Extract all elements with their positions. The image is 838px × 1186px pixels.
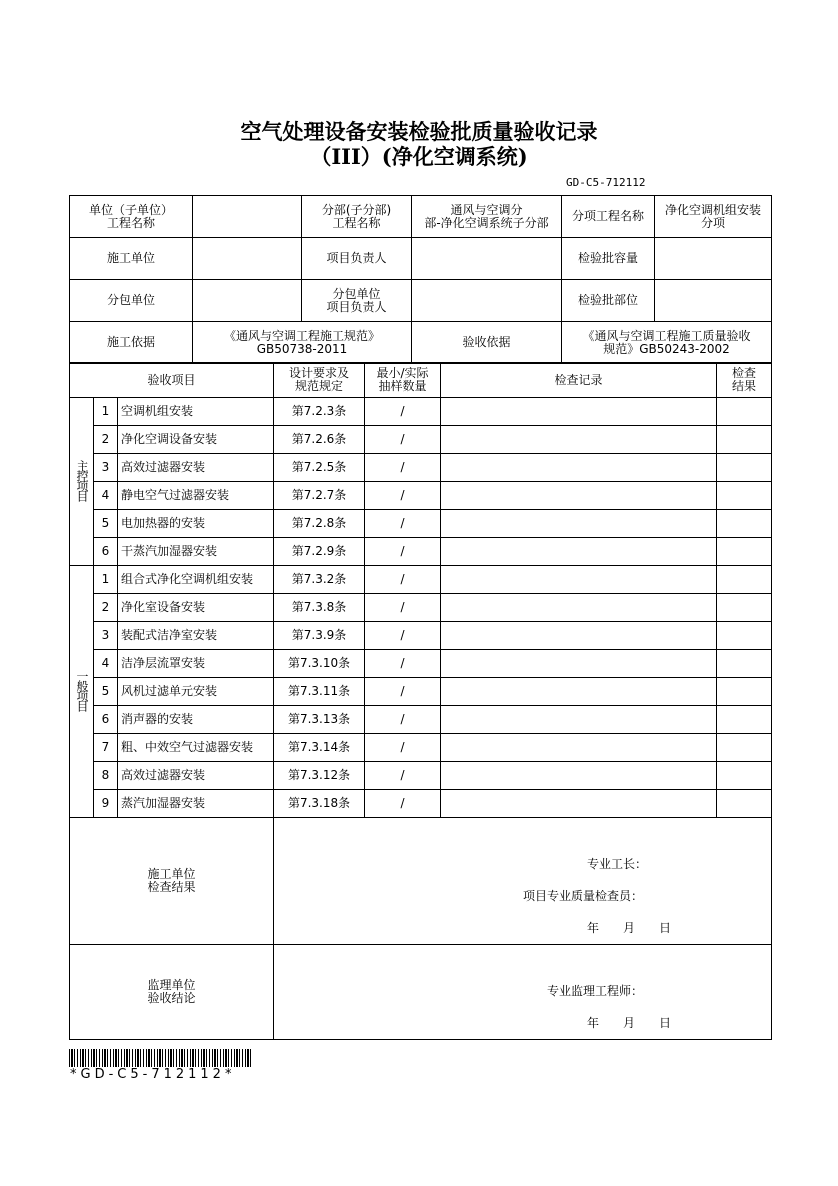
col-sample: 最小/实际 抽样数量: [365, 363, 441, 398]
item-result[interactable]: [717, 706, 772, 734]
pm-label: 项目负责人: [302, 238, 412, 280]
contractor-value[interactable]: [193, 238, 302, 280]
subitem-value[interactable]: 净化空调机组安装 分项: [655, 196, 772, 238]
item-name: 静电空气过滤器安装: [118, 482, 274, 510]
item-name: 净化空调设备安装: [118, 426, 274, 454]
item-result[interactable]: [717, 790, 772, 818]
acceptance-label: 验收依据: [412, 322, 562, 364]
item-clause: 第7.3.8条: [274, 594, 365, 622]
item-name: 电加热器的安装: [118, 510, 274, 538]
sub-value[interactable]: [193, 280, 302, 322]
item-clause: 第7.3.2条: [274, 566, 365, 594]
item-record[interactable]: [441, 734, 717, 762]
item-sample[interactable]: /: [365, 482, 441, 510]
item-sample[interactable]: /: [365, 454, 441, 482]
item-result[interactable]: [717, 678, 772, 706]
sub-pm-label: 分包单位 项目负责人: [302, 280, 412, 322]
item-clause: 第7.3.10条: [274, 650, 365, 678]
table-row: [70, 454, 772, 482]
item-clause: 第7.2.5条: [274, 454, 365, 482]
item-no: 2: [94, 594, 118, 622]
item-sample[interactable]: /: [365, 538, 441, 566]
item-name: 净化室设备安装: [118, 594, 274, 622]
basis-value: 《通风与空调工程施工规范》 GB50738-2011: [193, 322, 412, 364]
item-result[interactable]: [717, 566, 772, 594]
table-row: [70, 398, 772, 426]
item-clause: 第7.3.9条: [274, 622, 365, 650]
contractor-check-label: 施工单位 检查结果: [70, 818, 274, 945]
item-no: 9: [94, 790, 118, 818]
item-result[interactable]: [717, 762, 772, 790]
group-label-text: 主控项目: [75, 460, 89, 500]
item-result[interactable]: [717, 398, 772, 426]
item-sample[interactable]: /: [365, 510, 441, 538]
item-sample[interactable]: /: [365, 622, 441, 650]
item-record[interactable]: [441, 538, 717, 566]
item-no: 6: [94, 538, 118, 566]
sub-label: 分包单位: [70, 280, 193, 322]
item-clause: 第7.3.11条: [274, 678, 365, 706]
item-clause: 第7.3.12条: [274, 762, 365, 790]
item-sample[interactable]: /: [365, 762, 441, 790]
division-label: 分部(子分部) 工程名称: [302, 196, 412, 238]
item-no: 5: [94, 678, 118, 706]
supervisor-check-label: 监理单位 验收结论: [70, 945, 274, 1040]
item-name: 组合式净化空调机组安装: [118, 566, 274, 594]
contractor-date: 年 月 日: [587, 921, 672, 935]
foreman-label: 专业工长：: [587, 857, 648, 871]
item-no: 4: [94, 650, 118, 678]
group-label: [70, 398, 94, 566]
barcode-text: *GD-C5-712112*: [70, 1067, 236, 1082]
item-no: 5: [94, 510, 118, 538]
item-no: 1: [94, 398, 118, 426]
item-record[interactable]: [441, 650, 717, 678]
item-record[interactable]: [441, 706, 717, 734]
item-name: 高效过滤器安装: [118, 454, 274, 482]
item-result[interactable]: [717, 426, 772, 454]
location-label: 检验批部位: [562, 280, 655, 322]
item-sample[interactable]: /: [365, 398, 441, 426]
table-row: [70, 510, 772, 538]
table-row: [70, 426, 772, 454]
supervisor-date: 年 月 日: [587, 1016, 672, 1030]
table-row: [70, 622, 772, 650]
item-sample[interactable]: /: [365, 566, 441, 594]
item-record[interactable]: [441, 398, 717, 426]
item-sample[interactable]: /: [365, 734, 441, 762]
table-row: [70, 678, 772, 706]
table-row: [70, 650, 772, 678]
item-sample[interactable]: /: [365, 650, 441, 678]
item-name: 装配式洁净室安装: [118, 622, 274, 650]
form-code: GD-C5-712112: [566, 176, 646, 189]
inspector-label: 项目专业质量检查员：: [523, 889, 644, 903]
item-record[interactable]: [441, 678, 717, 706]
item-result[interactable]: [717, 734, 772, 762]
item-clause: 第7.3.14条: [274, 734, 365, 762]
item-sample[interactable]: /: [365, 426, 441, 454]
item-clause: 第7.2.6条: [274, 426, 365, 454]
item-sample[interactable]: /: [365, 594, 441, 622]
sub-pm-value[interactable]: [412, 280, 562, 322]
table-row: [70, 594, 772, 622]
supervisor-check-area[interactable]: [274, 945, 772, 1040]
group-label: [70, 566, 94, 818]
header-table: [69, 195, 772, 364]
item-result[interactable]: [717, 538, 772, 566]
contractor-check-area[interactable]: [274, 818, 772, 945]
item-no: 3: [94, 454, 118, 482]
item-record[interactable]: [441, 426, 717, 454]
item-name: 粗、中效空气过滤器安装: [118, 734, 274, 762]
form-title: 空气处理设备安装检验批质量验收记录: [240, 119, 598, 144]
item-record[interactable]: [441, 510, 717, 538]
basis-label: 施工依据: [70, 322, 193, 364]
subitem-label: 分项工程名称: [562, 196, 655, 238]
item-sample[interactable]: /: [365, 678, 441, 706]
table-row: [70, 538, 772, 566]
item-name: 空调机组安装: [118, 398, 274, 426]
location-value[interactable]: [655, 280, 772, 322]
item-no: 8: [94, 762, 118, 790]
capacity-value[interactable]: [655, 238, 772, 280]
capacity-label: 检验批容量: [562, 238, 655, 280]
item-no: 2: [94, 426, 118, 454]
col-spec: 设计要求及 规范规定: [274, 363, 365, 398]
item-record[interactable]: [441, 454, 717, 482]
item-sample[interactable]: /: [365, 706, 441, 734]
item-clause: 第7.2.9条: [274, 538, 365, 566]
unit-label: 单位（子单位） 工程名称: [70, 196, 193, 238]
contractor-label: 施工单位: [70, 238, 193, 280]
item-name: 蒸汽加湿器安装: [118, 790, 274, 818]
item-name: 消声器的安装: [118, 706, 274, 734]
table-row: [70, 790, 772, 818]
item-no: 7: [94, 734, 118, 762]
item-record[interactable]: [441, 566, 717, 594]
item-no: 6: [94, 706, 118, 734]
table-row: [70, 566, 772, 594]
item-result[interactable]: [717, 622, 772, 650]
item-clause: 第7.3.13条: [274, 706, 365, 734]
group-label-text: 一般项目: [75, 670, 89, 710]
engineer-label: 专业监理工程师：: [547, 984, 644, 998]
pm-value[interactable]: [412, 238, 562, 280]
item-sample[interactable]: /: [365, 790, 441, 818]
item-record[interactable]: [441, 790, 717, 818]
division-value[interactable]: 通风与空调分 部-净化空调系统子分部: [412, 196, 562, 238]
table-row: [70, 706, 772, 734]
item-result[interactable]: [717, 650, 772, 678]
acceptance-value: 《通风与空调工程施工质量验收 规范》GB50243-2002: [562, 322, 772, 364]
table-row: [70, 762, 772, 790]
item-result[interactable]: [717, 594, 772, 622]
col-record: 检查记录: [441, 363, 717, 398]
col-result: 检查 结果: [717, 363, 772, 398]
item-record[interactable]: [441, 762, 717, 790]
item-result[interactable]: [717, 482, 772, 510]
item-name: 风机过滤单元安装: [118, 678, 274, 706]
item-record[interactable]: [441, 482, 717, 510]
item-clause: 第7.2.8条: [274, 510, 365, 538]
item-record[interactable]: [441, 594, 717, 622]
item-clause: 第7.2.7条: [274, 482, 365, 510]
item-clause: 第7.2.3条: [274, 398, 365, 426]
item-no: 1: [94, 566, 118, 594]
item-no: 3: [94, 622, 118, 650]
barcode: [69, 1049, 252, 1067]
item-clause: 第7.3.18条: [274, 790, 365, 818]
item-name: 高效过滤器安装: [118, 762, 274, 790]
item-no: 4: [94, 482, 118, 510]
table-row: [70, 734, 772, 762]
item-name: 洁净层流罩安装: [118, 650, 274, 678]
item-name: 干蒸汽加湿器安装: [118, 538, 274, 566]
table-row: [70, 482, 772, 510]
col-item: 验收项目: [70, 363, 274, 398]
item-result[interactable]: [717, 454, 772, 482]
unit-value[interactable]: [193, 196, 302, 238]
item-record[interactable]: [441, 622, 717, 650]
form-subtitle: （III）(净化空调系统): [310, 144, 528, 169]
items-table: [69, 362, 772, 1040]
item-result[interactable]: [717, 510, 772, 538]
